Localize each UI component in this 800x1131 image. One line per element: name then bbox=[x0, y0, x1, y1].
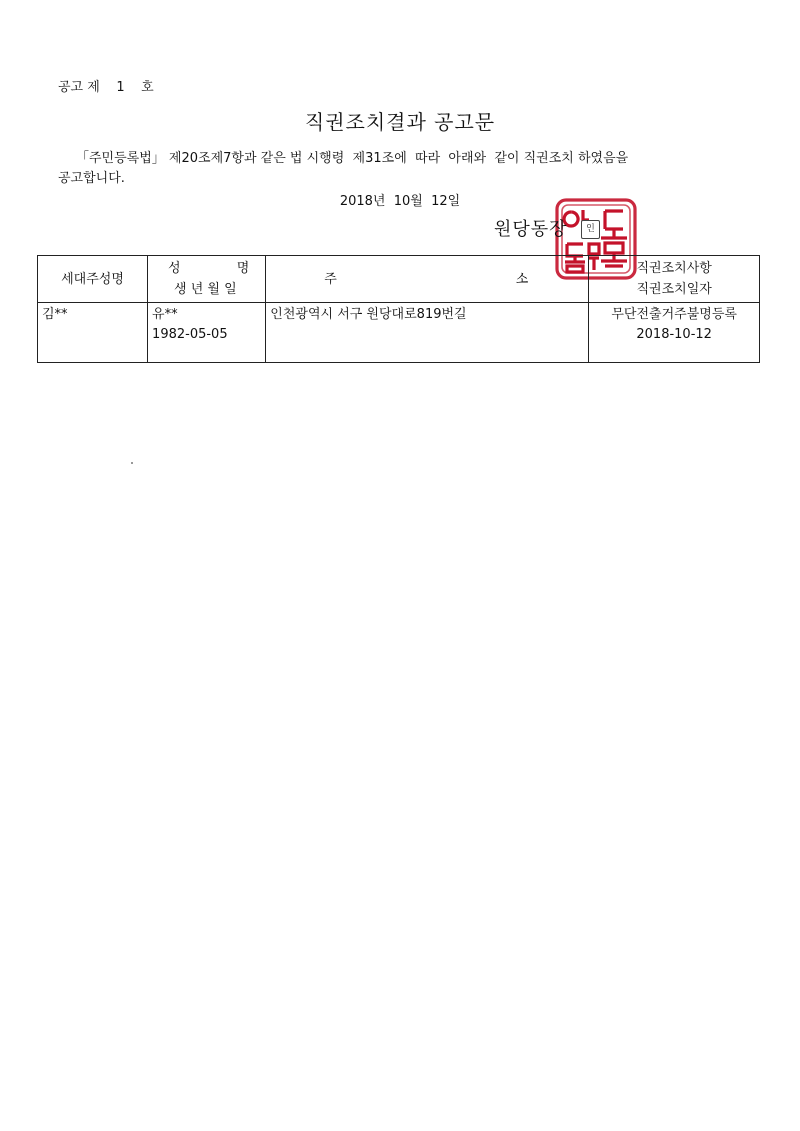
header-name: 성 명 bbox=[168, 261, 250, 276]
notice-body-line2: 공고합니다. bbox=[58, 171, 125, 186]
signer-title: 원당동장 bbox=[494, 219, 568, 240]
header-action bbox=[589, 256, 760, 303]
scan-speck bbox=[131, 462, 133, 464]
header-address bbox=[266, 256, 589, 303]
notice-body bbox=[58, 149, 718, 189]
seal-mark: 인 bbox=[581, 220, 600, 239]
cell-action-type: 무단전출거주불명등록 bbox=[611, 307, 737, 322]
header-name-birth bbox=[148, 256, 266, 303]
table-header-row bbox=[38, 256, 760, 303]
header-householder: 세대주성명 bbox=[38, 256, 148, 303]
cell-address: 인천광역시 서구 원당대로819번길 bbox=[266, 303, 589, 363]
header-birth: 생 년 월 일 bbox=[174, 282, 237, 297]
notice-number: 공고 제 1 호 bbox=[58, 80, 154, 95]
cell-birth: 1982-05-05 bbox=[152, 327, 228, 342]
page-title: 직권조치결과 공고문 bbox=[304, 110, 496, 134]
cell-action bbox=[589, 303, 760, 363]
cell-name-birth bbox=[148, 303, 266, 363]
notice-date: 2018년 10월 12일 bbox=[339, 194, 461, 209]
records-table bbox=[37, 255, 760, 363]
header-address-right: 소 bbox=[515, 271, 529, 287]
table-row bbox=[38, 303, 760, 363]
header-address-left: 주 bbox=[324, 271, 337, 287]
header-action-type: 직권조치사항 bbox=[636, 261, 712, 276]
cell-householder: 김** bbox=[38, 303, 148, 363]
cell-action-date: 2018-10-12 bbox=[636, 327, 712, 342]
header-action-date: 직권조치일자 bbox=[636, 282, 712, 297]
cell-name: 유** bbox=[152, 307, 178, 322]
notice-body-line1: 「주민등록법」 제20조제7항과 같은 법 시행령 제31조에 따라 아래와 같이 직권조치 하였음을 bbox=[76, 151, 629, 166]
